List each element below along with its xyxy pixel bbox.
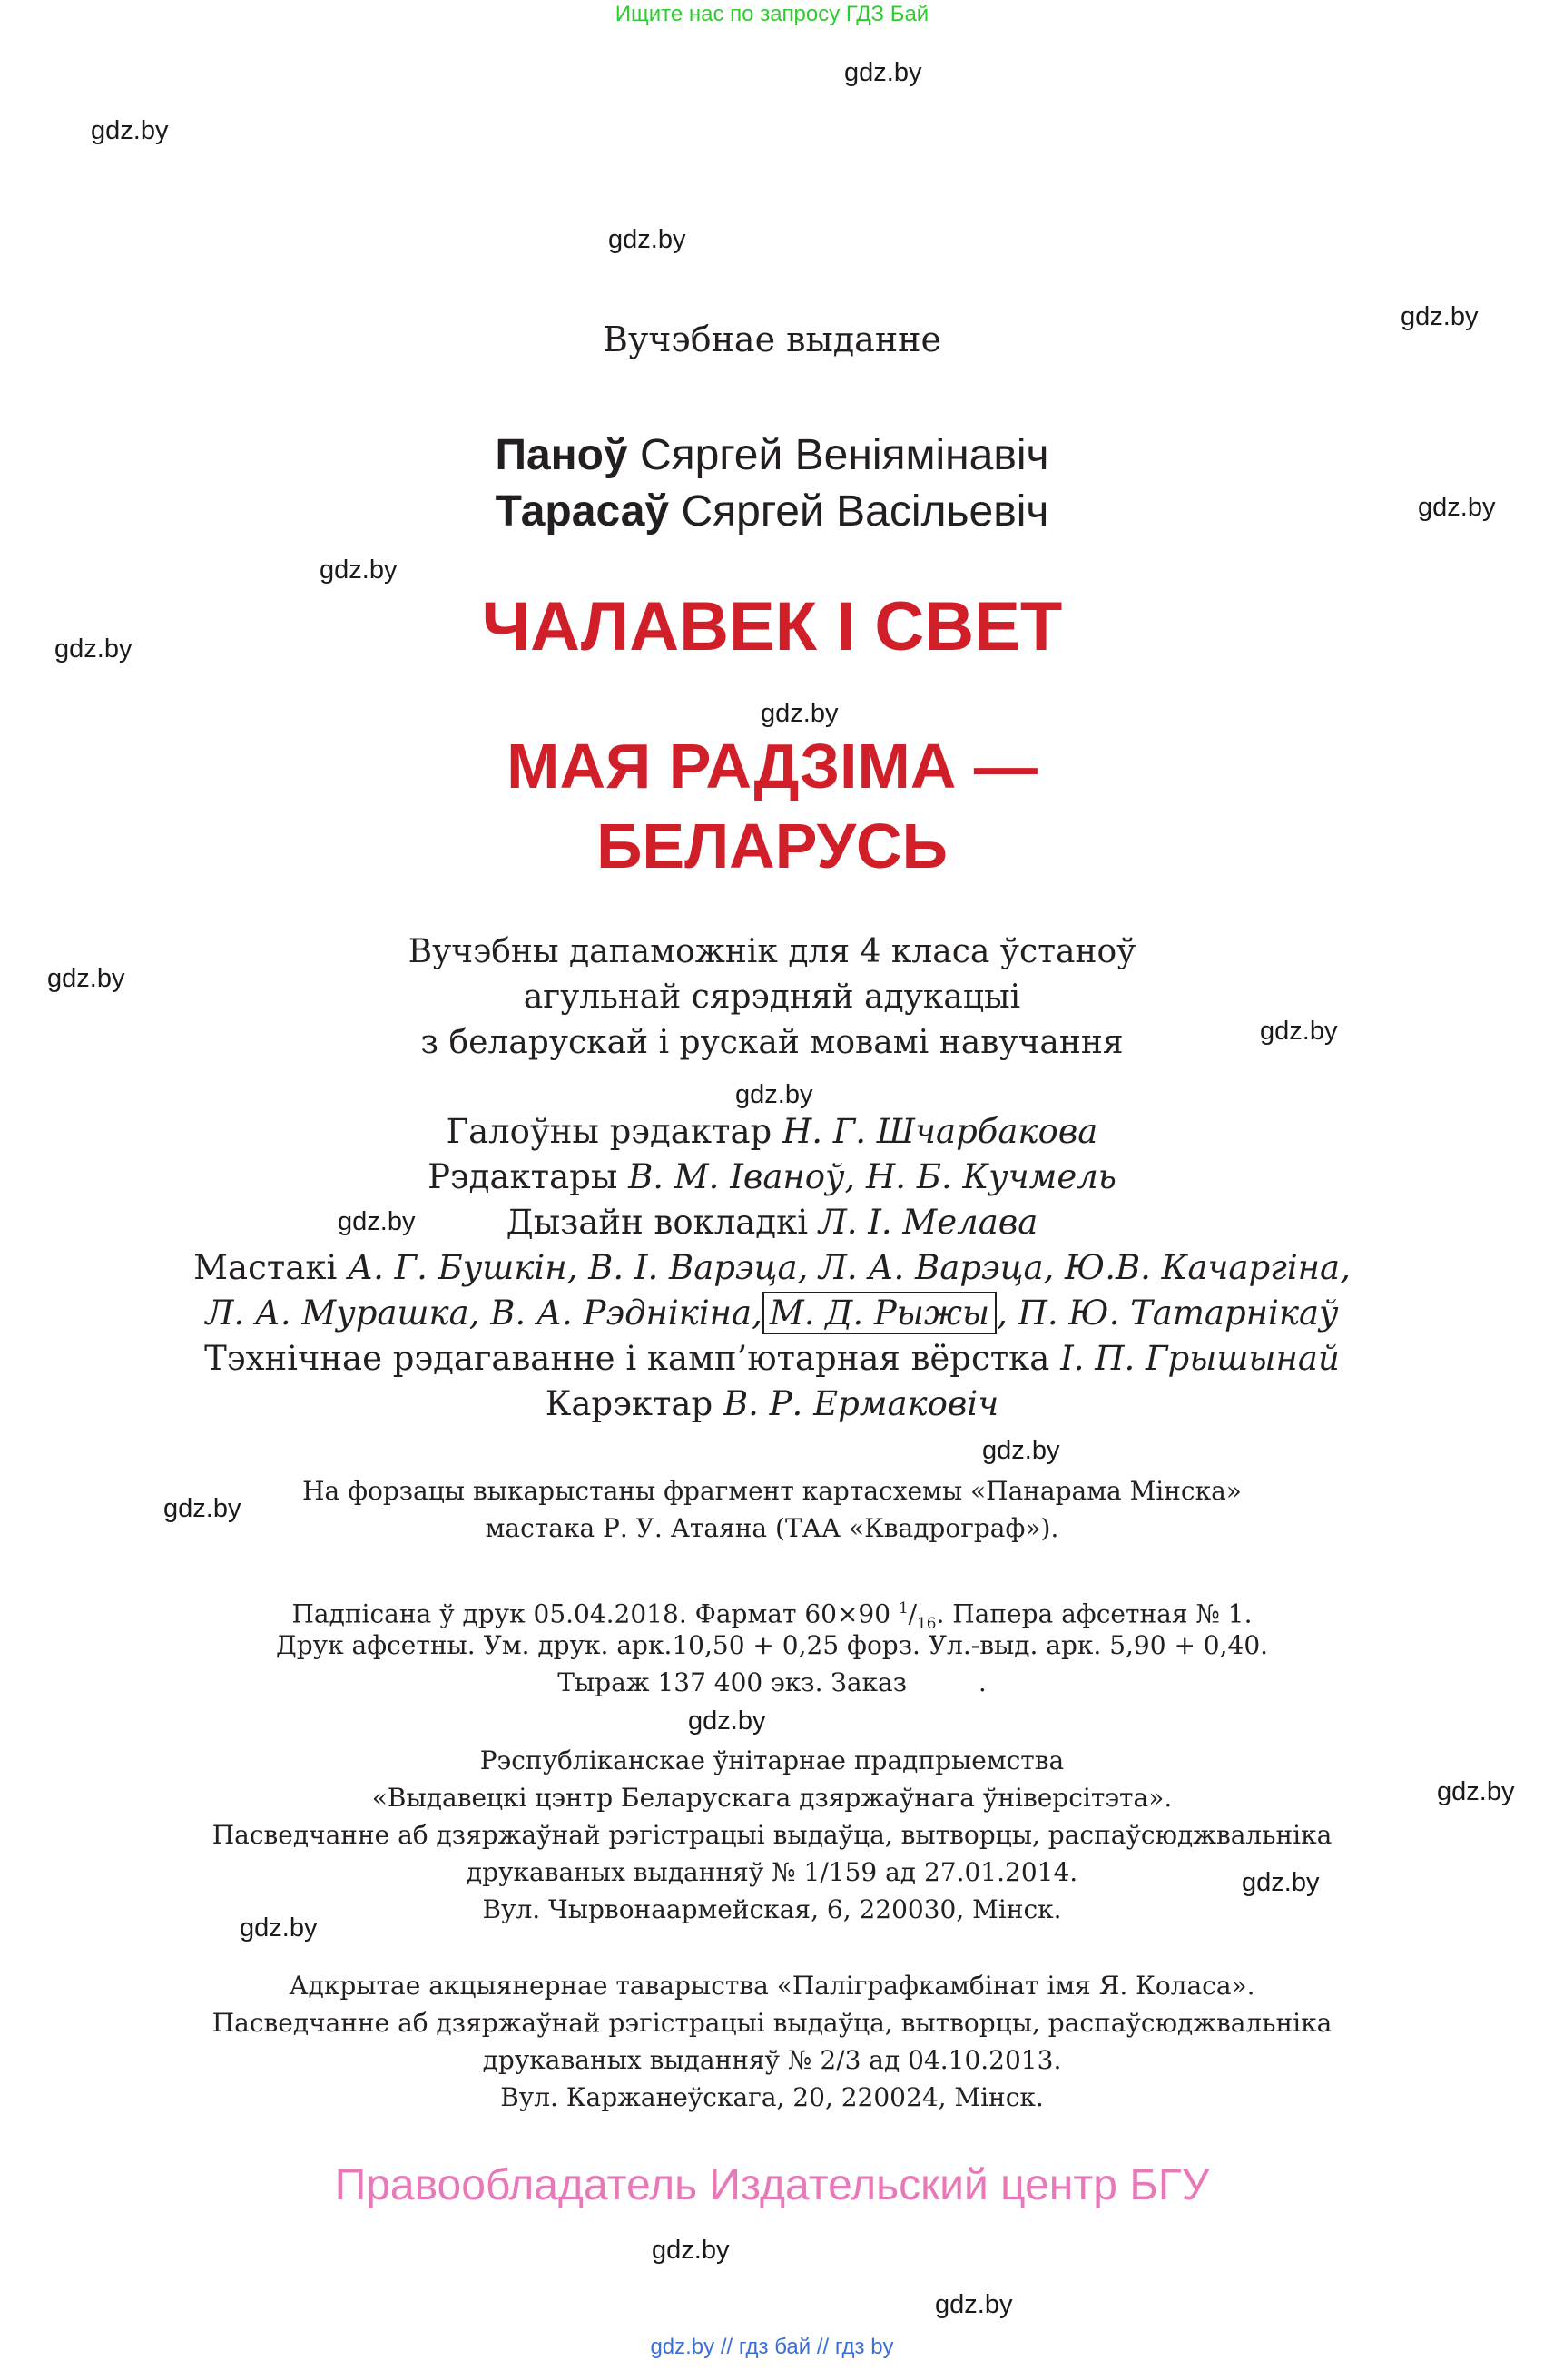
watermark: gdz.by [1418,493,1496,522]
edition-type: Вучэбнае выданне [603,320,941,359]
book-title: ЧАЛАВЕК І СВЕТ [481,588,1063,665]
watermark: gdz.by [1437,1777,1515,1806]
watermark: gdz.by [982,1436,1060,1465]
publisher-line: друкаваных выданняў № 1/159 ад 27.01.2014. [466,1857,1078,1887]
author-surname: Тарасаў [495,487,670,536]
print-order-end: . [978,1667,987,1697]
watermark: gdz.by [652,2236,730,2265]
watermark: gdz.by [935,2290,1013,2319]
credit-value: В. Р. Ермаковіч [723,1384,999,1423]
footer-separator: // [816,2335,830,2359]
footer-link[interactable]: gdz.by [650,2335,715,2359]
credit-label: Дызайн вокладкі [506,1203,809,1242]
footer-link[interactable]: гдз бай [738,2335,811,2359]
fraction-numerator: 1 [898,1598,909,1617]
printer-line: Адкрытае акцыянернае таварыства «Паліграфкамбінат імя Я. Коласа». [289,1971,1255,2001]
description-line: з беларускай і рускай мовамі навучання [420,1024,1124,1061]
print-paper: . Папера афсетная № 1. [936,1598,1253,1629]
credit-cover-design [0,1200,1544,1245]
credit-label: Карэктар [545,1384,713,1423]
credit-corrector [0,1382,1544,1427]
description-line: Вучэбны дапаможнік для 4 класа ўстаноў [408,933,1136,970]
author-line [0,428,1544,483]
watermark: gdz.by [54,634,133,664]
print-format: Падпісана ў друк 05.04.2018. Фармат 60×90 [291,1598,891,1629]
watermark: gdz.by [163,1494,241,1523]
book-subtitle-line: БЕЛАРУСЬ [596,811,948,881]
fraction-denominator: 16 [917,1613,937,1632]
watermark: gdz.by [320,556,398,585]
book-subtitle-line: МАЯ РАДЗІМА — [506,731,1038,802]
credit-label: Рэдактары [428,1157,618,1196]
publisher-line: Пасведчанне аб дзяржаўнай рэгістрацыі выдаўца, вытворцы, распаўсюджвальніка [211,1820,1333,1850]
fraction-slash: / [908,1598,918,1629]
copyright-holder: Правообладатель Издательский центр БГУ [334,2161,1210,2209]
print-info-line: Друк афсетны. Ум. друк. арк.10,50 + 0,25 форз. Ул.-выд. арк. 5,90 + 0,40. [275,1630,1269,1660]
credit-value: А. Г. Бушкін, В. І. Варэца, Л. А. Варэца, Ю.В. Качаргіна, [348,1248,1351,1287]
watermark: gdz.by [338,1207,416,1236]
footer-link[interactable]: гдз by [834,2335,894,2359]
watermark: gdz.by [1401,302,1479,331]
boxed-artist-name: М. Д. Рыжы [762,1292,997,1334]
author-name: Сяргей Веніямінавіч [639,431,1049,479]
publisher-line: «Выдавецкі цэнтр Беларускага дзяржаўнага ўніверсітэта». [371,1783,1173,1813]
author-line [0,485,1544,539]
author-name: Сяргей Васільевіч [681,487,1049,536]
printer-line: Пасведчанне аб дзяржаўнай рэгістрацыі выдаўца, вытворцы, распаўсюджвальніка [211,2008,1333,2038]
printer-line: Вул. Каржанеўскага, 20, 220024, Мінск. [500,2082,1044,2112]
credit-value: Л. І. Мелава [818,1203,1038,1242]
print-run: Тыраж 137 400 экз. Заказ [557,1667,907,1697]
footer-separator: // [720,2335,733,2359]
watermark: gdz.by [608,225,686,254]
author-surname: Паноў [495,431,628,479]
credit-artists-cont [0,1291,1544,1336]
credit-value: В. М. Іваноў, Н. Б. Кучмель [628,1157,1116,1196]
credit-value: Н. Г. Шчарбакова [782,1112,1098,1151]
printer-line: друкаваных выданняў № 2/3 ад 04.10.2013. [482,2045,1062,2075]
watermark: gdz.by [240,1913,318,1942]
watermark: gdz.by [688,1706,766,1736]
watermark: gdz.by [91,116,169,145]
publisher-line: Рэспубліканскае ўнітарнае прадпрыемства [479,1746,1065,1775]
credit-label: Тэхнічнае рэдагаванне і камп’ютарная вёрстка [204,1339,1050,1378]
endpaper-note-line: На форзацы выкарыстаны фрагмент картасхемы «Панарама Мінска» [302,1476,1242,1506]
top-banner[interactable]: Ищите нас по запросу ГДЗ Бай [615,2,929,26]
credit-editors [0,1155,1544,1200]
description-line: агульнай сярэдняй адукацыі [523,979,1021,1016]
credit-value: Л. А. Мурашка, В. А. Рэднікіна, [205,1293,762,1333]
credit-value: І. П. Грышынай [1060,1339,1340,1378]
watermark: gdz.by [735,1080,813,1109]
watermark: gdz.by [844,58,922,87]
footer-links [0,2335,1544,2360]
credit-value: , П. Ю. Татарнікаў [997,1293,1339,1333]
endpaper-note-line: мастака Р. У. Атаяна (ТАА «Квадрограф»). [485,1513,1059,1543]
watermark: gdz.by [1242,1868,1320,1897]
publisher-line: Вул. Чырвонаармейская, 6, 220030, Мінск. [482,1894,1062,1924]
credit-artists [0,1245,1544,1291]
watermark: gdz.by [1260,1017,1338,1046]
credit-label: Галоўны рэдактар [446,1112,772,1151]
credit-label: Мастакі [193,1248,338,1287]
credit-chief-editor [0,1109,1544,1155]
watermark: gdz.by [761,699,839,728]
credit-tech [0,1336,1544,1382]
print-info-line [0,1664,1544,1701]
watermark: gdz.by [47,964,125,993]
